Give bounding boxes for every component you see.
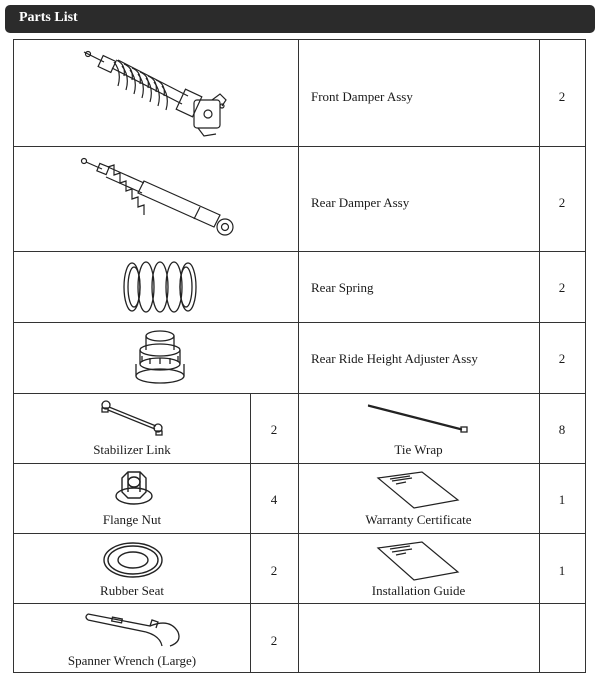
- part-name: Stabilizer Link: [93, 442, 171, 457]
- part-name: Flange Nut: [102, 512, 162, 527]
- part-qty: 2: [558, 280, 566, 295]
- part-name: Tie Wrap: [394, 442, 443, 457]
- part-qty: 2: [558, 89, 566, 104]
- part-qty: 2: [270, 422, 278, 437]
- column-divider: [539, 40, 540, 673]
- height-adjuster-icon: [132, 328, 188, 386]
- part-name: Installation Guide: [371, 583, 466, 598]
- part-qty: 2: [558, 195, 566, 210]
- header-bar: [5, 5, 595, 33]
- row-divider: [14, 603, 585, 604]
- part-qty: 8: [558, 422, 566, 437]
- row-divider: [14, 463, 585, 464]
- flange-nut-icon: [114, 470, 154, 506]
- row-divider: [14, 393, 585, 394]
- guide-icon: [376, 540, 460, 582]
- row-divider: [14, 322, 585, 323]
- part-name: Rear Ride Height Adjuster Assy: [311, 351, 478, 366]
- part-qty: 2: [558, 351, 566, 366]
- row-divider: [14, 533, 585, 534]
- row-divider: [14, 146, 585, 147]
- front-damper-icon: [82, 48, 232, 140]
- certificate-icon: [376, 470, 460, 510]
- rubber-seat-icon: [102, 540, 164, 580]
- page-title: Parts List: [19, 10, 78, 25]
- part-qty: 1: [558, 492, 566, 507]
- column-divider: [298, 40, 299, 673]
- part-qty: 2: [270, 563, 278, 578]
- part-qty: 2: [270, 633, 278, 648]
- part-qty: 4: [270, 492, 278, 507]
- part-name: Front Damper Assy: [311, 89, 413, 104]
- part-name: Rubber Seat: [100, 583, 164, 598]
- rear-damper-icon: [80, 157, 240, 239]
- part-name: Spanner Wrench (Large): [67, 653, 197, 668]
- stabilizer-link-icon: [100, 398, 166, 436]
- row-divider: [14, 251, 585, 252]
- part-name: Rear Spring: [311, 280, 374, 295]
- part-qty: 1: [558, 563, 566, 578]
- part-name: Warranty Certificate: [365, 512, 472, 527]
- tie-wrap-icon: [366, 403, 470, 433]
- spanner-wrench-icon: [84, 610, 184, 648]
- spring-icon: [120, 258, 202, 316]
- part-name: Rear Damper Assy: [311, 195, 410, 210]
- parts-table: [13, 39, 586, 673]
